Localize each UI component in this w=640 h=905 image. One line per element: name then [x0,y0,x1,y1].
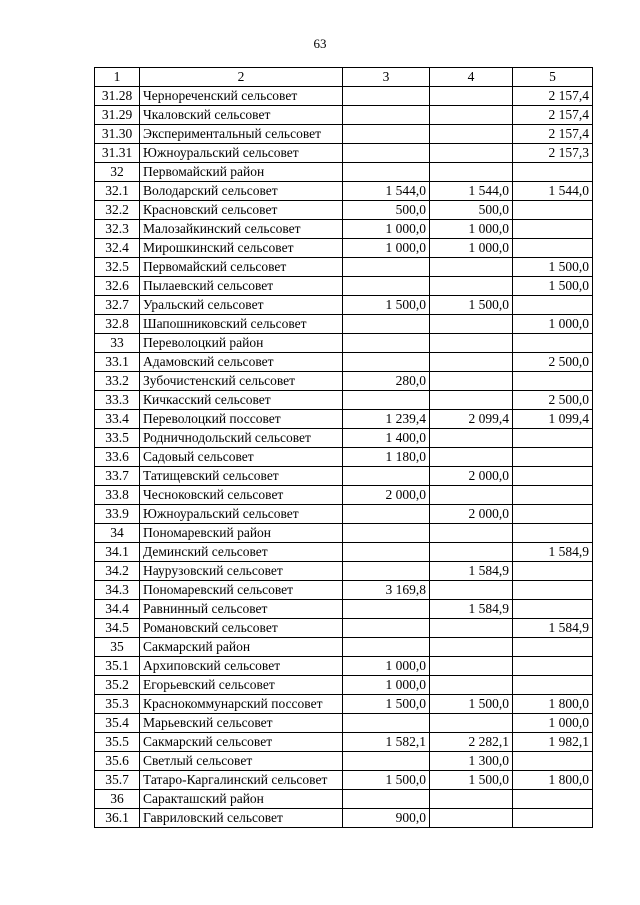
value-cell-col5 [513,638,593,657]
table-row [95,638,593,657]
row-number-cell: 35.5 [95,733,140,752]
row-number-cell: 32.5 [95,258,140,277]
row-name-cell: Родничнодольский сельсовет [140,429,343,448]
row-number-cell: 32.3 [95,220,140,239]
row-number-cell: 32 [95,163,140,182]
table-row [95,391,593,410]
row-name-cell: Южноуральский сельсовет [140,144,343,163]
value-cell-col4 [430,448,513,467]
value-cell-col3: 2 000,0 [343,486,430,505]
value-cell-col3: 1 544,0 [343,182,430,201]
row-name-cell: Романовский сельсовет [140,619,343,638]
row-name-cell: Егорьевский сельсовет [140,676,343,695]
value-cell-col4: 1 300,0 [430,752,513,771]
value-cell-col5 [513,524,593,543]
row-name-cell: Кичкасский сельсовет [140,391,343,410]
row-number-cell: 35 [95,638,140,657]
value-cell-col3 [343,144,430,163]
value-cell-col4: 1 500,0 [430,695,513,714]
value-cell-col4: 2 000,0 [430,505,513,524]
row-number-cell: 35.3 [95,695,140,714]
value-cell-col4 [430,391,513,410]
value-cell-col5 [513,372,593,391]
row-number-cell: 35.2 [95,676,140,695]
value-cell-col4 [430,543,513,562]
table-body [95,68,593,828]
row-name-cell: Чернореченский сельсовет [140,87,343,106]
value-cell-col5 [513,296,593,315]
row-number-cell: 31.28 [95,87,140,106]
value-cell-col3 [343,505,430,524]
row-name-cell: Шапошниковский сельсовет [140,315,343,334]
table-row [95,106,593,125]
value-cell-col5 [513,809,593,828]
row-name-cell: Гавриловский сельсовет [140,809,343,828]
value-cell-col3: 1 239,4 [343,410,430,429]
value-cell-col3 [343,163,430,182]
row-number-cell: 36 [95,790,140,809]
row-number-cell: 33.1 [95,353,140,372]
row-name-cell: Пылаевский сельсовет [140,277,343,296]
row-name-cell: Южноуральский сельсовет [140,505,343,524]
table-row [95,809,593,828]
table-row [95,790,593,809]
row-number-cell: 32.2 [95,201,140,220]
column-header: 2 [140,68,343,87]
table-row [95,353,593,372]
value-cell-col4 [430,125,513,144]
row-name-cell: Пономаревский район [140,524,343,543]
value-cell-col4 [430,372,513,391]
row-name-cell: Чкаловский сельсовет [140,106,343,125]
value-cell-col3 [343,790,430,809]
value-cell-col4 [430,163,513,182]
row-name-cell: Равнинный сельсовет [140,600,343,619]
value-cell-col5 [513,467,593,486]
row-number-cell: 32.8 [95,315,140,334]
row-number-cell: 33.2 [95,372,140,391]
value-cell-col3 [343,714,430,733]
row-number-cell: 31.31 [95,144,140,163]
value-cell-col5: 1 500,0 [513,258,593,277]
value-cell-col3: 1 500,0 [343,296,430,315]
value-cell-col4: 1 500,0 [430,296,513,315]
value-cell-col4 [430,334,513,353]
row-name-cell: Наурузовский сельсовет [140,562,343,581]
value-cell-col4 [430,714,513,733]
table-row [95,163,593,182]
table-row [95,467,593,486]
value-cell-col3 [343,600,430,619]
value-cell-col5: 1 500,0 [513,277,593,296]
row-number-cell: 31.29 [95,106,140,125]
value-cell-col4 [430,581,513,600]
row-number-cell: 33.3 [95,391,140,410]
value-cell-col3: 280,0 [343,372,430,391]
row-name-cell: Зубочистенский сельсовет [140,372,343,391]
table-header-row [95,68,593,87]
row-number-cell: 33.8 [95,486,140,505]
value-cell-col3 [343,277,430,296]
row-name-cell: Малозайкинский сельсовет [140,220,343,239]
value-cell-col5: 1 099,4 [513,410,593,429]
value-cell-col5: 2 500,0 [513,391,593,410]
value-cell-col4 [430,486,513,505]
table-row [95,296,593,315]
value-cell-col4: 2 000,0 [430,467,513,486]
row-name-cell: Экспериментальный сельсовет [140,125,343,144]
value-cell-col3: 1 400,0 [343,429,430,448]
value-cell-col5: 1 800,0 [513,695,593,714]
table-row [95,258,593,277]
page-number: 63 [313,36,327,51]
row-name-cell: Володарский сельсовет [140,182,343,201]
row-number-cell: 33.5 [95,429,140,448]
value-cell-col5 [513,562,593,581]
row-number-cell: 33 [95,334,140,353]
value-cell-col3 [343,106,430,125]
value-cell-col4 [430,353,513,372]
table-row [95,562,593,581]
row-number-cell: 34.2 [95,562,140,581]
row-name-cell: Мирошкинский сельсовет [140,239,343,258]
row-name-cell: Архиповский сельсовет [140,657,343,676]
row-name-cell: Садовый сельсовет [140,448,343,467]
row-name-cell: Пономаревский сельсовет [140,581,343,600]
value-cell-col3: 1 000,0 [343,676,430,695]
value-cell-col3: 1 500,0 [343,695,430,714]
table-row [95,524,593,543]
table-row [95,239,593,258]
row-name-cell: Первомайский сельсовет [140,258,343,277]
value-cell-col5 [513,201,593,220]
row-number-cell: 33.9 [95,505,140,524]
table-row [95,277,593,296]
row-number-cell: 31.30 [95,125,140,144]
value-cell-col4 [430,524,513,543]
row-name-cell: Переволоцкий район [140,334,343,353]
table-row [95,87,593,106]
value-cell-col5 [513,163,593,182]
value-cell-col3 [343,315,430,334]
value-cell-col3: 3 169,8 [343,581,430,600]
table-row [95,657,593,676]
column-header: 1 [95,68,140,87]
value-cell-col5: 1 000,0 [513,714,593,733]
row-number-cell: 35.4 [95,714,140,733]
table-row [95,714,593,733]
table-row [95,448,593,467]
row-number-cell: 33.4 [95,410,140,429]
value-cell-col4: 2 099,4 [430,410,513,429]
row-name-cell: Первомайский район [140,163,343,182]
value-cell-col4 [430,315,513,334]
column-header: 4 [430,68,513,87]
value-cell-col3 [343,353,430,372]
value-cell-col3 [343,87,430,106]
value-cell-col4: 1 000,0 [430,239,513,258]
table-row [95,410,593,429]
value-cell-col4: 1 500,0 [430,771,513,790]
value-cell-col4 [430,258,513,277]
value-cell-col4: 1 000,0 [430,220,513,239]
row-number-cell: 33.6 [95,448,140,467]
value-cell-col4 [430,676,513,695]
value-cell-col3 [343,619,430,638]
value-cell-col4 [430,619,513,638]
row-name-cell: Красновский сельсовет [140,201,343,220]
column-header: 3 [343,68,430,87]
value-cell-col4: 1 584,9 [430,600,513,619]
row-name-cell: Сакмарский сельсовет [140,733,343,752]
table-row [95,543,593,562]
row-name-cell: Краснокоммунарский поссовет [140,695,343,714]
value-cell-col5 [513,334,593,353]
row-number-cell: 34.1 [95,543,140,562]
value-cell-col4 [430,638,513,657]
value-cell-col5 [513,448,593,467]
table-row [95,315,593,334]
value-cell-col4: 1 544,0 [430,182,513,201]
row-number-cell: 33.7 [95,467,140,486]
value-cell-col3 [343,562,430,581]
value-cell-col3 [343,391,430,410]
row-number-cell: 34.5 [95,619,140,638]
value-cell-col4 [430,144,513,163]
row-name-cell: Переволоцкий поссовет [140,410,343,429]
table-row [95,429,593,448]
value-cell-col5: 2 157,4 [513,106,593,125]
value-cell-col4 [430,106,513,125]
table-row [95,600,593,619]
value-cell-col3 [343,524,430,543]
row-name-cell: Чесноковский сельсовет [140,486,343,505]
value-cell-col5 [513,220,593,239]
row-number-cell: 34 [95,524,140,543]
table-row [95,144,593,163]
value-cell-col5: 1 982,1 [513,733,593,752]
value-cell-col4 [430,87,513,106]
row-name-cell: Деминский сельсовет [140,543,343,562]
value-cell-col3: 1 180,0 [343,448,430,467]
value-cell-col3: 1 000,0 [343,239,430,258]
table-row [95,771,593,790]
row-name-cell: Татищевский сельсовет [140,467,343,486]
value-cell-col5 [513,505,593,524]
table-row [95,695,593,714]
table-row [95,486,593,505]
table-row [95,125,593,144]
value-cell-col3 [343,638,430,657]
value-cell-col5: 1 544,0 [513,182,593,201]
row-number-cell: 32.7 [95,296,140,315]
value-cell-col3 [343,752,430,771]
table-row [95,619,593,638]
row-name-cell: Светлый сельсовет [140,752,343,771]
value-cell-col3 [343,125,430,144]
table-row [95,581,593,600]
value-cell-col3 [343,334,430,353]
row-name-cell: Саракташский район [140,790,343,809]
value-cell-col5: 1 584,9 [513,619,593,638]
value-cell-col5: 2 157,3 [513,144,593,163]
value-cell-col4: 500,0 [430,201,513,220]
data-table [94,67,593,828]
value-cell-col5: 1 000,0 [513,315,593,334]
value-cell-col5 [513,239,593,258]
value-cell-col5: 2 157,4 [513,87,593,106]
row-number-cell: 34.4 [95,600,140,619]
table-row [95,220,593,239]
value-cell-col5 [513,581,593,600]
value-cell-col4 [430,790,513,809]
row-number-cell: 32.1 [95,182,140,201]
value-cell-col3 [343,258,430,277]
row-number-cell: 35.1 [95,657,140,676]
table-row [95,752,593,771]
value-cell-col5: 2 157,4 [513,125,593,144]
row-number-cell: 34.3 [95,581,140,600]
table-row [95,733,593,752]
value-cell-col3 [343,467,430,486]
value-cell-col4 [430,277,513,296]
row-name-cell: Уральский сельсовет [140,296,343,315]
row-number-cell: 35.6 [95,752,140,771]
row-number-cell: 35.7 [95,771,140,790]
table-row [95,372,593,391]
row-number-cell: 32.4 [95,239,140,258]
value-cell-col4 [430,809,513,828]
value-cell-col3: 900,0 [343,809,430,828]
value-cell-col4: 1 584,9 [430,562,513,581]
value-cell-col5: 1 800,0 [513,771,593,790]
value-cell-col5 [513,752,593,771]
value-cell-col5 [513,429,593,448]
row-number-cell: 36.1 [95,809,140,828]
value-cell-col5 [513,486,593,505]
row-name-cell: Адамовский сельсовет [140,353,343,372]
value-cell-col4 [430,429,513,448]
value-cell-col3: 1 000,0 [343,220,430,239]
value-cell-col3: 1 582,1 [343,733,430,752]
value-cell-col4 [430,657,513,676]
column-header: 5 [513,68,593,87]
value-cell-col5 [513,600,593,619]
value-cell-col3: 500,0 [343,201,430,220]
value-cell-col4: 2 282,1 [430,733,513,752]
value-cell-col3 [343,543,430,562]
table-row [95,676,593,695]
value-cell-col3: 1 500,0 [343,771,430,790]
value-cell-col5: 1 584,9 [513,543,593,562]
value-cell-col5 [513,657,593,676]
table-row [95,201,593,220]
table-row [95,182,593,201]
table-row [95,334,593,353]
table-row [95,505,593,524]
value-cell-col5 [513,790,593,809]
value-cell-col5 [513,676,593,695]
row-name-cell: Марьевский сельсовет [140,714,343,733]
value-cell-col3: 1 000,0 [343,657,430,676]
row-name-cell: Татаро-Каргалинский сельсовет [140,771,343,790]
value-cell-col5: 2 500,0 [513,353,593,372]
row-name-cell: Сакмарский район [140,638,343,657]
row-number-cell: 32.6 [95,277,140,296]
